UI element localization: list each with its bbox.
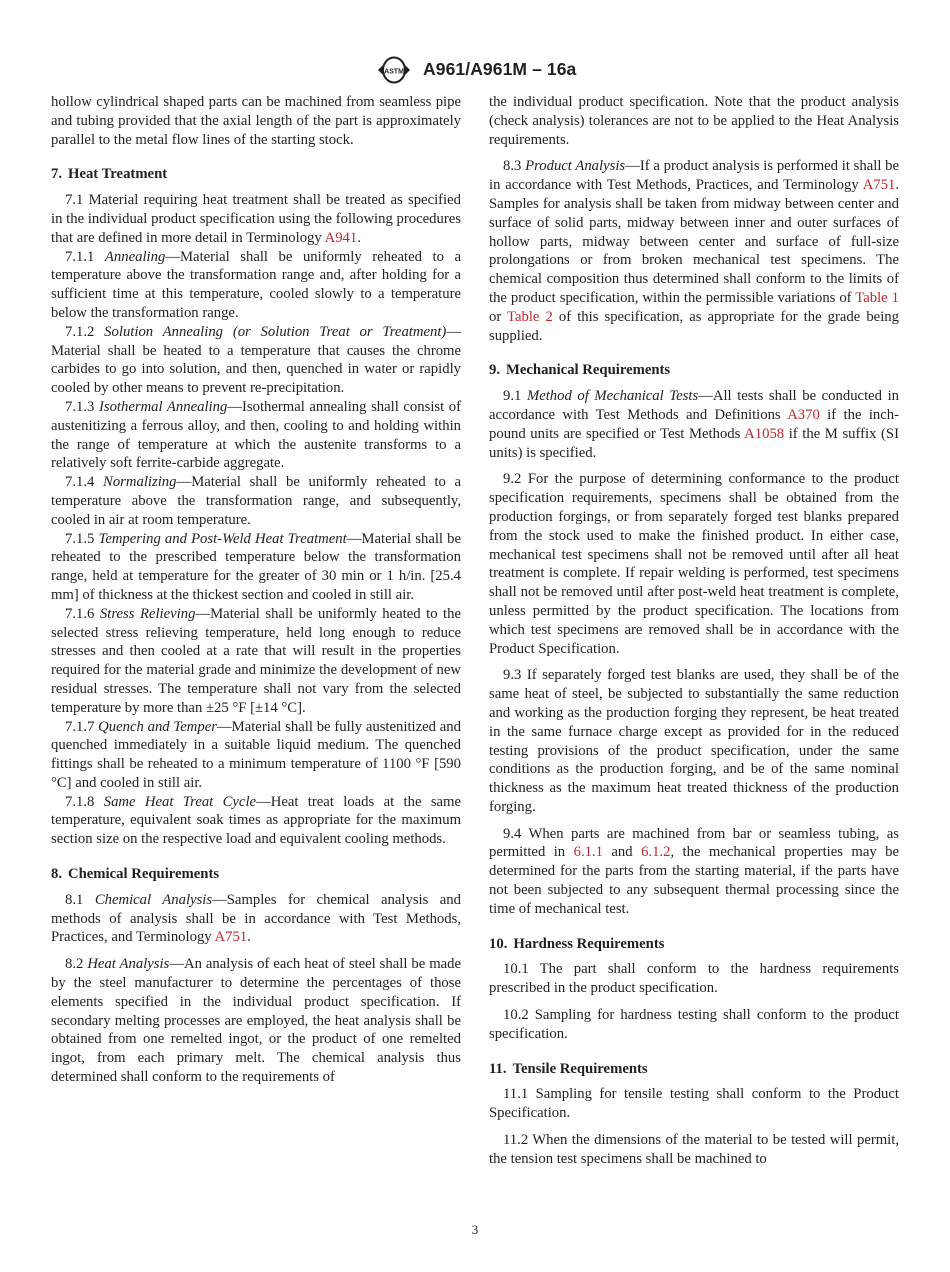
ref-a370-link[interactable]: A370: [787, 406, 820, 423]
ref-a941-link[interactable]: A941: [324, 229, 358, 246]
paragraph-11-1: 11.1 Sampling for tensile testing shall conform to the Product Specification.: [489, 1086, 899, 1122]
ref-6-1-2-link[interactable]: 6.1.2: [641, 844, 671, 861]
paragraph-8-3: 8.3 Product Analysis—If a product analysis is performed it shall be in accordance with Test Methods, Practices, and Terminology A751. Samples for analysis shall be taken from midway between center and surface of solid parts, midway between inner and outer surfaces of hollow parts, midway between center and surface of full-size prolongations or from broken mechanical test specimens. The chemical composition thus determined shall conform to the limits of the product specification, within the permissible variations of Table 1 or Table 2 of this specification, as appropriate for the grade being supplied.: [489, 158, 900, 344]
paragraph-9-4: 9.4 When parts are machined from bar or seamless tubing, as permitted in 6.1.1 and 6.1.2, the mechanical properties may be determined for the parts from the starting material, if the parts have not been subjected to any subsequent thermal processing since the time of mechanical test.: [489, 825, 899, 917]
paragraph-7-1-6: 7.1.6 Stress Relieving—Material shall be uniformly heated to the selected stress relieving temperature, held long enough to reduce stresses and then cooled at a rate that will result in the properties required for the material grade and minimize the development of new residual stresses. The temperature shall not vary from the selected temperature by more than ±25 °F [±14 °C].: [51, 605, 461, 716]
section-8-heading: 8. Chemical Requirements: [51, 866, 220, 883]
ref-table-2-link[interactable]: Table 2: [507, 308, 553, 325]
ref-a1058-link[interactable]: A1058: [744, 425, 785, 442]
continued-paragraph: hollow cylindrical shaped parts can be machined from seamless pipe and tubing provided that the axial length of the part is approximately parallel to the metal flow lines of the starting stock.: [51, 94, 461, 148]
paragraph-9-1: 9.1 Method of Mechanical Tests—All tests shall be conducted in accordance with Test Methods and Definitions A370 if the inch-pound units are specified or Test Methods A1058 if the M suffix (SI units) is specified.: [489, 388, 900, 461]
paragraph-10-1: 10.1 The part shall conform to the hardness requirements prescribed in the product specification.: [489, 961, 899, 997]
section-9-heading: 9. Mechanical Requirements: [489, 362, 671, 379]
astm-logo-icon: [375, 56, 413, 84]
section-11-heading: 11. Tensile Requirements: [489, 1060, 648, 1077]
paragraph-7-1-5: 7.1.5 Tempering and Post-Weld Heat Treatment—Material shall be reheated to the prescribed temperature below the transformation range, held at temperature for the greater of 30 min or 1 h/in. [25.4 mm] of thickness at the thickest section and cooled in still air.: [51, 530, 461, 603]
paragraph-7-1-3: 7.1.3 Isothermal Annealing—Isothermal annealing shall consist of austenitizing a ferrous alloy, and then, cooling to and holding within the range of temperature at which the austenite transforms to a relatively soft ferrite-carbide aggregate.: [51, 398, 462, 472]
paragraph-7-1-2: 7.1.2 Solution Annealing (or Solution Treat or Treatment)—Material shall be heated to a temperature that causes the chrome carbides to go into solution, and then, quenched in water or rapidly cooled by other means to prevent re-precipitation.: [51, 323, 462, 397]
section-7-heading: 7. Heat Treatment: [51, 166, 168, 183]
paragraph-7-1-1: 7.1.1 Annealing—Material shall be uniformly reheated to a temperature above the transformation range and, after holding for a sufficient time at this temperature, cooled slowly to a temperature below the transformation range.: [51, 248, 461, 321]
document-id: A961/A961M – 16a: [423, 59, 577, 79]
page-number: 3: [471, 1222, 479, 1237]
paragraph-8-1: 8.1 Chemical Analysis—Samples for chemical analysis and methods of analysis shall be in accordance with Test Methods, Practices, and Terminology A751.: [51, 891, 461, 946]
paragraph-10-2: 10.2 Sampling for hardness testing shall conform to the product specification.: [489, 1007, 899, 1042]
svg-text:ASTM: ASTM: [384, 68, 404, 76]
page-header: [0, 56, 950, 86]
section-10-heading: 10. Hardness Requirements: [489, 935, 665, 952]
ref-table-1-link[interactable]: Table 1: [855, 289, 899, 306]
paragraph-11-2: 11.2 When the dimensions of the material to be tested will permit, the tension test specimens shall be machined to: [489, 1132, 899, 1167]
paragraph-9-3: 9.3 If separately forged test blanks are used, they shall be of the same heat of steel, be subjected to substantially the same reduction and working as the production forging they represent, be heat treated in the same furnace charge except as provided for in the reduced testing provisions of the product specification, under the same conditions as the production forging, and be of the same nominal thickness as the maximum heat treated thickness of the production forging.: [489, 667, 899, 815]
ref-a751-link[interactable]: A751: [214, 929, 248, 946]
paragraph-7-1-8: 7.1.8 Same Heat Treat Cycle—Heat treat loads at the same temperature, equivalent soak times as appropriate for the maximum section size on the respective load and equivalent cooling methods.: [51, 793, 462, 848]
right-column: [489, 93, 899, 1169]
continued-paragraph: the individual product specification. Note that the product analysis (check analysis) tolerances are not to be applied to the Heat Analysis requirements.: [489, 94, 899, 148]
paragraph-7-1-7: 7.1.7 Quench and Temper—Material shall be fully austenitized and quenched immediately in a suitable liquid medium. The quenched fittings shall be reheated to a minimum temperature of 1100 °F [590 °C] and cooled in still air.: [51, 718, 461, 791]
paragraph-8-2: 8.2 Heat Analysis—An analysis of each heat of steel shall be made by the steel manufacturer to determine the percentages of those elements specified in the individual product specification. If secondary melting processes are employed, the heat analysis shall be obtained from one remelted ingot, or the product of one remelted ingot, from each primary melt. The chemical analysis thus determined shall conform to the requirements of: [51, 956, 461, 1086]
paragraph-7-1: 7.1 Material requiring heat treatment shall be treated as specified in the individual product specification using the following procedures that are defined in more detail in Terminology A941.: [51, 192, 461, 246]
paragraph-7-1-4: 7.1.4 Normalizing—Material shall be uniformly reheated to a temperature above the transformation range, and subsequently, cooled in air at room temperature.: [51, 474, 461, 528]
left-column: [51, 93, 461, 1087]
paragraph-9-2: 9.2 For the purpose of determining conformance to the product specification requirements, specimens shall be obtained from the production forgings, or from separately forged test blanks prepared from the stock used to make the finished product. In either case, mechanical test specimens shall not be removed until after all heat treatment is complete. If repair welding is performed, test specimens shall not be removed until after post-weld heat treatment is complete, unless permitted by the product specification. The locations from which test specimens are removed shall be in accordance with the Product Specification.: [489, 471, 899, 657]
ref-a751-link[interactable]: A751: [862, 177, 896, 194]
ref-6-1-1-link[interactable]: 6.1.1: [573, 844, 603, 861]
